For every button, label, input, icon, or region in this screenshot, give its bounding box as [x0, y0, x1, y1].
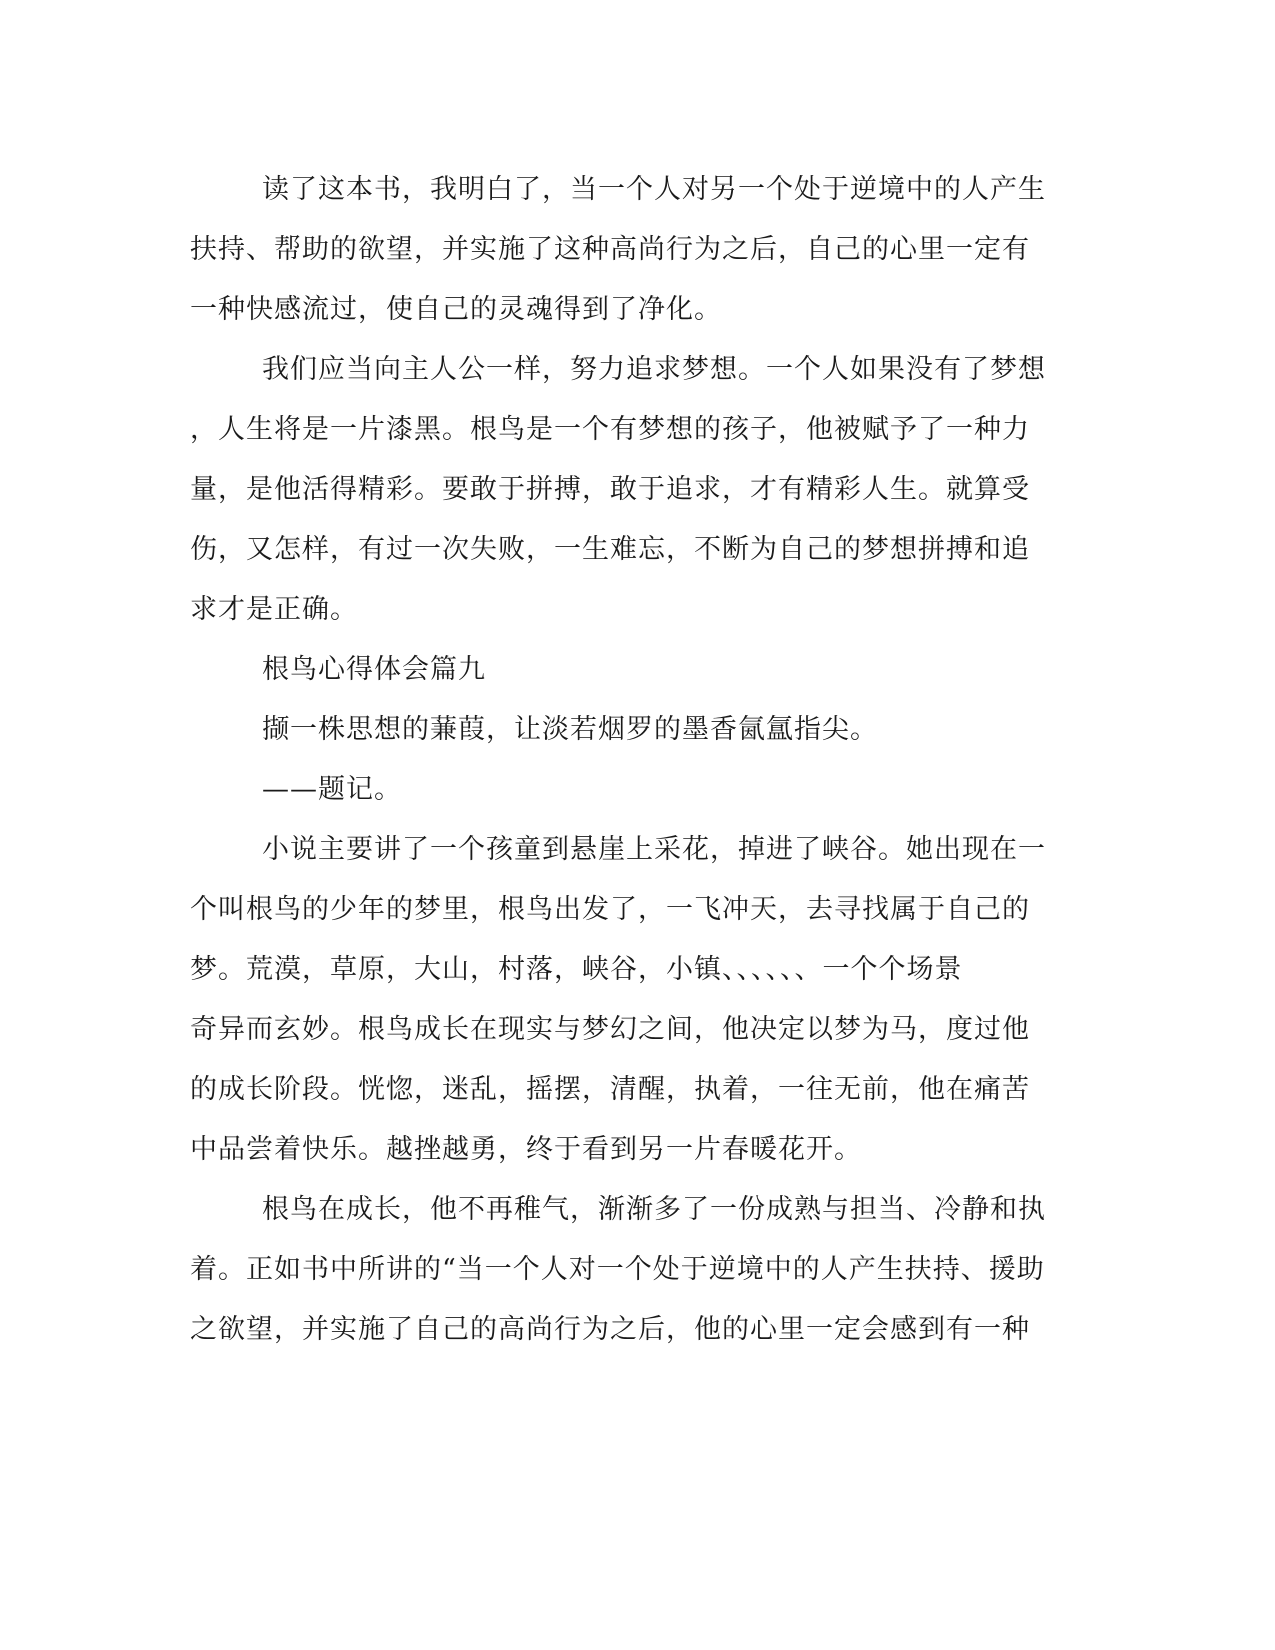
text-line: 读了这本书，我明白了，当一个人对另一个处于逆境中的人产生 — [262, 174, 1046, 205]
text-line: 一种快感流过，使自己的灵魂得到了净化。 — [190, 294, 722, 325]
text-line: 个叫根鸟的少年的梦里，根鸟出发了，一飞冲天，去寻找属于自己的 — [190, 894, 1030, 925]
text-line: 小说主要讲了一个孩童到悬崖上采花，掉进了峡谷。她出现在一 — [262, 834, 1046, 865]
text-line: 量，是他活得精彩。要敢于拼搏，敢于追求，才有精彩人生。就算受 — [190, 474, 1030, 505]
body-text — [190, 160, 1070, 1360]
epigraph-attribution: ——题记。 — [262, 774, 402, 805]
text-line: 奇异而玄妙。根鸟成长在现实与梦幻之间，他决定以梦为马，度过他 — [190, 1014, 1030, 1045]
section-heading: 根鸟心得体会篇九 — [262, 654, 486, 685]
epigraph: 撷一株思想的蒹葭，让淡若烟罗的墨香氤氲指尖。 — [262, 714, 878, 745]
text-line: 着。正如书中所讲的“当一个人对一个处于逆境中的人产生扶持、援助 — [190, 1254, 1045, 1285]
text-line: 根鸟在成长，他不再稚气，渐渐多了一份成熟与担当、冷静和执 — [262, 1194, 1046, 1225]
text-line: 之欲望，并实施了自己的高尚行为之后，他的心里一定会感到有一种 — [190, 1314, 1030, 1345]
text-line: ，人生将是一片漆黑。根鸟是一个有梦想的孩子，他被赋予了一种力 — [190, 414, 1030, 445]
text-line: 求才是正确。 — [190, 594, 358, 625]
text-line: 我们应当向主人公一样，努力追求梦想。一个人如果没有了梦想 — [262, 354, 1046, 385]
text-line: 的成长阶段。恍惚，迷乱，摇摆，清醒，执着，一往无前，他在痛苦 — [190, 1074, 1030, 1105]
text-line: 梦。荒漠，草原，大山，村落，峡谷，小镇、、、、、、一个个场景 — [190, 954, 963, 985]
text-line: 中品尝着快乐。越挫越勇，终于看到另一片春暖花开。 — [190, 1134, 862, 1165]
text-line: 伤，又怎样，有过一次失败，一生难忘，不断为自己的梦想拼搏和追 — [190, 534, 1030, 565]
text-line: 扶持、帮助的欲望，并实施了这种高尚行为之后，自己的心里一定有 — [190, 234, 1030, 265]
